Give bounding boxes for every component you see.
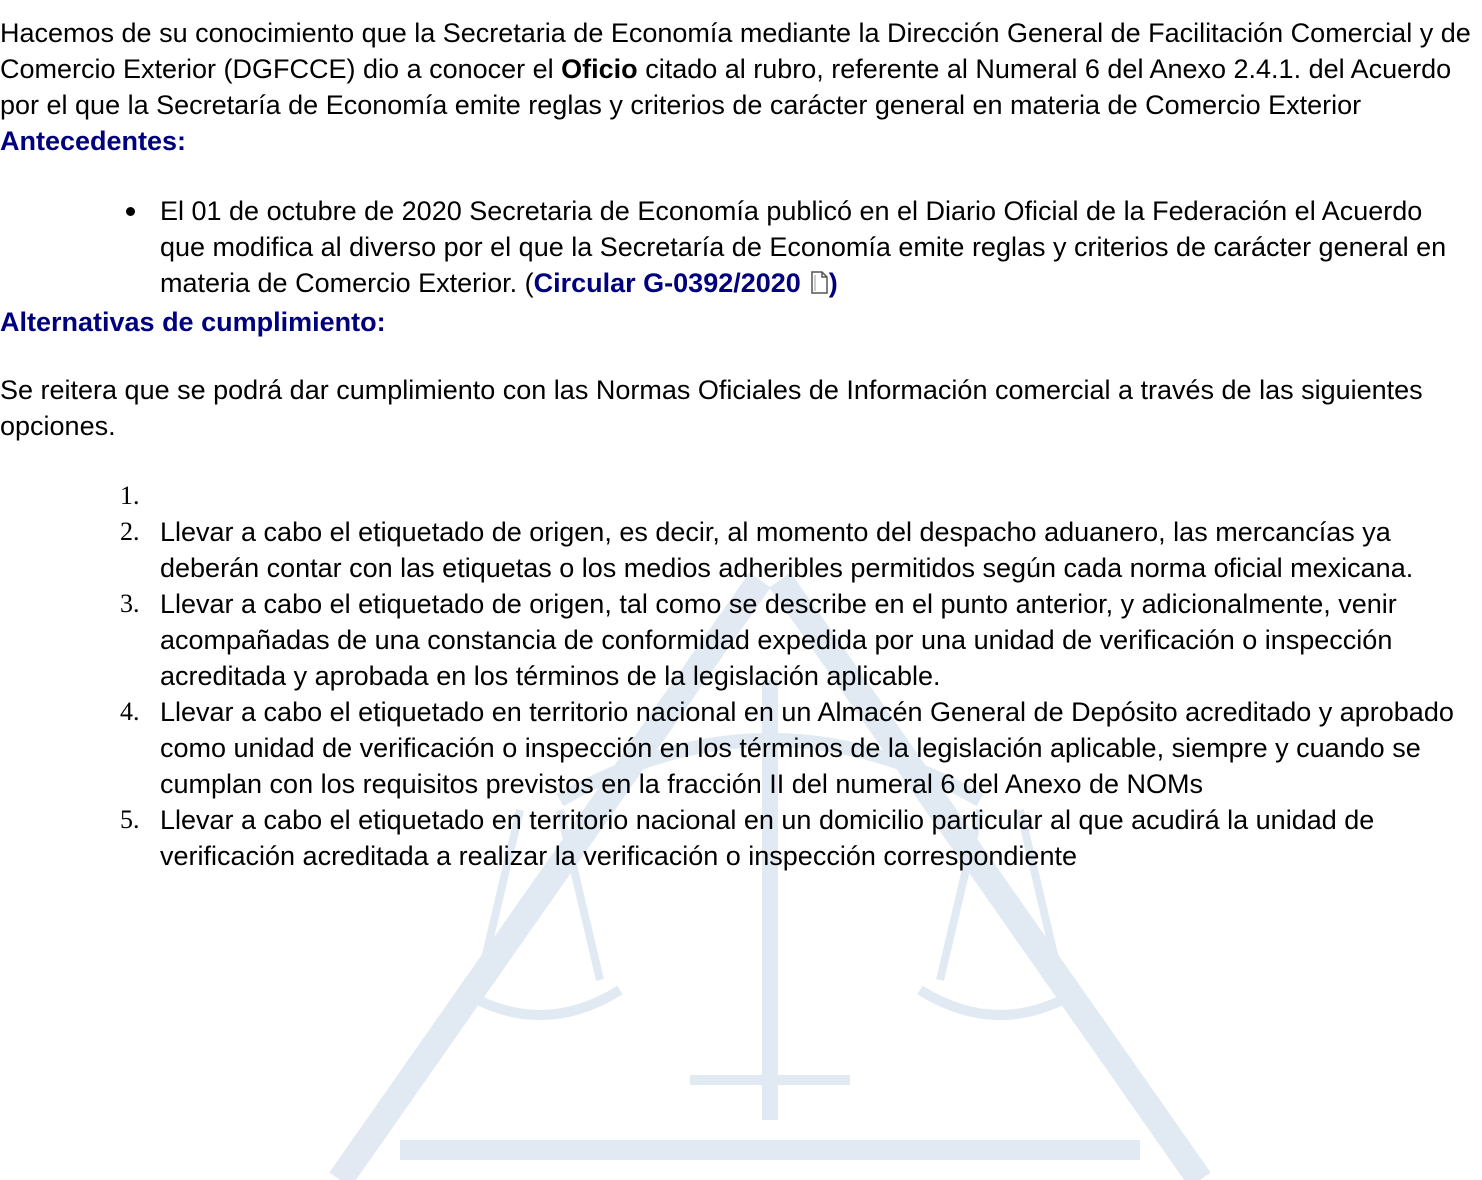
alternativas-intro: Se reitera que se podrá dar cumplimiento con las Normas Oficiales de Información comercial a través de las siguientes opciones. [0, 375, 1423, 441]
list-number: 3. [120, 589, 140, 618]
list-item [120, 802, 1482, 874]
intro-paragraph [0, 15, 1482, 123]
circular-link[interactable] [534, 268, 829, 298]
list-item-text [160, 478, 1482, 514]
list-item [120, 694, 1482, 802]
list-number: 5. [120, 805, 140, 834]
list-item-text: Llevar a cabo el etiquetado de origen, es decir, al momento del despacho aduanero, las mercancías ya deberán contar con las etiquetas o los medios adheribles permitidos según cada norma oficial mexicana. [160, 517, 1414, 583]
bullet-dot [126, 207, 135, 216]
antecedentes-heading: Antecedentes: [0, 126, 187, 156]
list-number: 1. [120, 481, 140, 510]
list-item [160, 193, 1450, 304]
list-number: 2. [120, 517, 140, 546]
intro-text-before: Hacemos de su conocimiento que la Secretaria de Economía mediante la Dirección General de Facilitación Comercial y de Comercio Exterior (DGFCCE) dio a conocer el [0, 18, 1471, 84]
antecedente-text: El 01 de octubre de 2020 Secretaria de Economía publicó en el Diario Oficial de la Federación el Acuerdo que modifica al diverso por el que la Secretaría de Economía emite reglas y criterios de carácter general en materia de Comercio Exterior. ( [160, 196, 1447, 298]
list-item [120, 514, 1482, 586]
list-number: 4. [120, 697, 140, 726]
antecedentes-list [0, 193, 1482, 304]
document-icon [809, 268, 829, 304]
list-item [120, 478, 1482, 514]
antecedente-close-paren: ) [828, 268, 838, 298]
alternativas-list [0, 478, 1482, 874]
list-item-text: Llevar a cabo el etiquetado de origen, tal como se describe en el punto anterior, y adicionalmente, venir acompañadas de una constancia de conformidad expedida por una unidad de verificación o inspección acreditada y aprobada en los términos de la legislación aplicable. [160, 589, 1397, 691]
intro-oficio-bold: Oficio [561, 54, 638, 84]
circular-link-label: Circular G-0392/2020 [533, 268, 801, 298]
list-item [120, 586, 1482, 694]
intro-text-after: citado al rubro, referente al Numeral 6 del Anexo 2.4.1. del Acuerdo por el que la Secretaría de Economía emite reglas y criterios de carácter general en materia de Comercio Exterior [0, 54, 1452, 120]
list-item-text: Llevar a cabo el etiquetado en territorio nacional en un Almacén General de Depósito acreditado y aprobado como unidad de verificación o inspección en los términos de la legislación aplicable, siempre y cuando se cumplan con los requisitos previstos en la fracción II del numeral 6 del Anexo de NOMs [160, 697, 1454, 799]
list-item-text: Llevar a cabo el etiquetado en territorio nacional en un domicilio particular al que acudirá la unidad de verificación acreditada a realizar la verificación o inspección correspondiente [160, 805, 1375, 871]
alternativas-heading: Alternativas de cumplimiento: [0, 307, 386, 337]
